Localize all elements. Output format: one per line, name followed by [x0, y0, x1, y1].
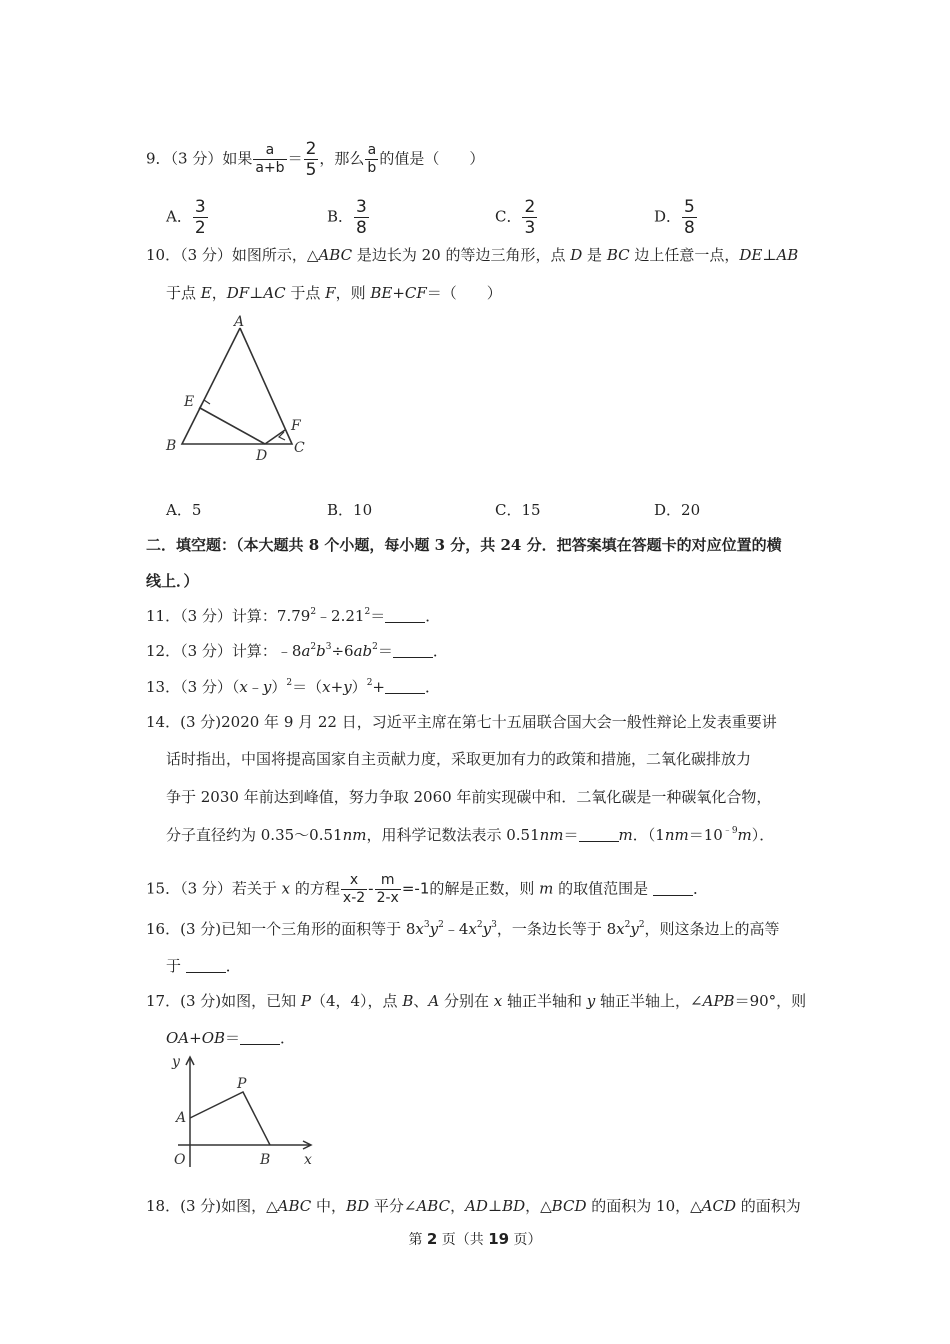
q11: 11．（3 分）计算：$7.79^2﹣2.21^2=$ ． [146, 607, 441, 625]
q10-stem-line1: 10．（3 分）如图所示，△ABC 是边长为 20 的等边三角形，点 D 是 BC 边上任意一点，DE⊥AB [146, 246, 799, 264]
label-a: A [234, 314, 245, 330]
fraction-a-over-a-plus-b: $\frac{a}{a+b}$ [255, 142, 285, 176]
q18-line1: 18．(3 分)如图，△ABC 中，BD 平分∠ABC，AD⊥BD，△BCD 的面积为 10，△ACD 的面积为 [146, 1197, 801, 1215]
q10-stem-line2: 于点 E，DF⊥AC 于点 F，则 BE+CF＝（ ） [166, 284, 502, 302]
q16-line2: 于 ． [166, 957, 241, 975]
q9-option-d: D． $\frac{5}{8}$ [654, 197, 695, 238]
label-c: C [294, 440, 305, 456]
answer-blank[interactable] [385, 679, 425, 694]
section2-heading-line2: 线上．） [146, 572, 199, 590]
label-p: P [237, 1076, 247, 1092]
q10-option-b: B．10 [327, 501, 373, 519]
q14-line1: 14．(3 分)2020 年 9 月 22 日，习近平主席在第七十五届联合国大会一般性辩论上发表重要讲 [146, 713, 777, 731]
q12: 12．（3 分）计算：$﹣8a^2b^3\div 6ab^2=$ ． [146, 642, 448, 660]
q15: 15．（3 分）若关于 x 的方程 $\frac{x}{x-2}$ - $\frac{m}{2-x}$ =-1的解是正数，则 m 的取值范围是 ． [146, 872, 708, 906]
q16-line1: 16．(3 分)已知一个三角形的面积等于 $8x^3y^2﹣4x^2y^3$，一条边长等于 $8x^2y^2$，则这条边上的高等 [146, 920, 780, 938]
answer-blank[interactable] [653, 881, 693, 896]
label-a: A [176, 1110, 187, 1126]
page-footer: 第 2 页（共 19 页） [408, 1230, 542, 1248]
q17-line2: OA+OB＝ ． [166, 1029, 296, 1047]
page-total: 19 [488, 1230, 510, 1248]
q14-line3: 争于 2030 年前达到峰值，努力争取 2060 年前实现碳中和．二氧化碳是一种碳氧化合物， [166, 788, 772, 806]
q10-option-d: D．20 [654, 501, 701, 519]
segment-de [200, 408, 265, 444]
q9-option-c: C． $\frac{2}{3}$ [495, 197, 536, 238]
segment-df [265, 430, 285, 444]
label-y: y [172, 1054, 180, 1070]
q13: 13．（3 分）$(x﹣y)^2=(x+y)^2+$ ． [146, 678, 441, 696]
label-b: B [260, 1152, 271, 1168]
page-number: 2 [426, 1230, 438, 1248]
answer-blank[interactable] [240, 1030, 280, 1045]
triangle-abc [182, 328, 292, 444]
q10-option-c: C．15 [495, 501, 541, 519]
q9-stem: 9．（3 分）如果 $\frac{a}{a+b}$ ＝ $\frac{2}{5}$ ，那么 $\frac{a}{b}$ 的值是（ ） [146, 139, 485, 180]
answer-blank[interactable] [579, 827, 619, 842]
segments-apb [190, 1092, 270, 1145]
label-x: x [304, 1152, 312, 1168]
answer-blank[interactable] [385, 608, 425, 623]
label-e: E [184, 394, 195, 410]
q17-line1: 17．(3 分)如图，已知 P（4，4），点 B、A 分别在 x 轴正半轴和 y 轴正半轴上，∠APB＝90°，则 [146, 992, 807, 1010]
answer-blank[interactable] [186, 958, 226, 973]
section2-heading-line1: 二．填空题：（本大题共 8 个小题，每小题 3 分，共 24 分．把答案填在答题卡的对应位置的横 [146, 536, 782, 554]
q14-line2: 话时指出，中国将提高国家自主贡献力度，采取更加有力的政策和措施，二氧化碳排放力 [166, 750, 752, 768]
q10-triangle-figure [160, 310, 320, 470]
q10-option-a: A．5 [166, 501, 202, 519]
label-o: O [174, 1152, 186, 1168]
q9-option-a: A． $\frac{3}{2}$ [166, 197, 206, 238]
fraction-2-over-5: $\frac{2}{5}$ [305, 139, 317, 180]
q14-line4: 分子直径约为 0.35～0.51nm，用科学记数法表示 0.51nm＝ m．$(1nm=10^{﹣9}m)$． [166, 826, 775, 844]
label-b: B [166, 438, 177, 454]
fraction-a-over-b: $\frac{a}{b}$ [367, 142, 377, 176]
label-f: F [291, 418, 301, 434]
label-d: D [256, 448, 268, 464]
q17-coordinate-figure [160, 1052, 330, 1172]
q9-option-b: B． $\frac{3}{8}$ [327, 197, 367, 238]
answer-blank[interactable] [393, 643, 433, 658]
